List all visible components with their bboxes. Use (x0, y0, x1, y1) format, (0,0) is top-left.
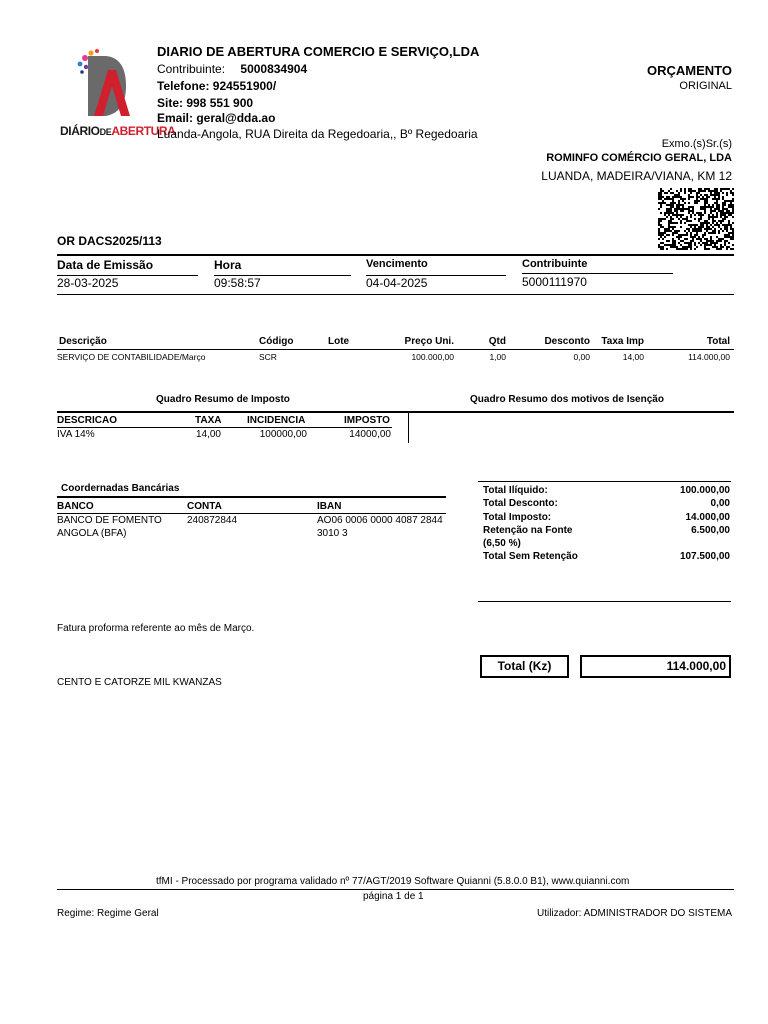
grand-total-label-box (480, 655, 569, 678)
bank-iban-line1: AO06 0006 0000 4087 2844 (317, 515, 443, 526)
bank-header-banco: BANCO (57, 501, 94, 512)
tax-row-imposto: 14000,00 (349, 429, 391, 440)
totals-value-desconto: 0,00 (710, 498, 730, 509)
grand-total-value-box (580, 655, 731, 678)
totals-label-sem-retencao: Total Sem Retenção (483, 551, 578, 562)
amount-in-words: CENTO E CATORZE MIL KWANZAS (57, 677, 222, 688)
item-desconto: 0,00 (573, 352, 590, 362)
totals-label-retencao: Retenção na Fonte (483, 525, 573, 536)
client-name: ROMINFO COMÉRCIO GERAL, LDA (546, 152, 732, 164)
totals-label-imposto: Total Imposto: (483, 512, 552, 523)
tax-header-taxa: TAXA (195, 415, 222, 426)
logo-text-diario: DIÁRIO (60, 124, 100, 138)
bank-conta: 240872844 (187, 515, 238, 526)
tax-row-taxa: 14,00 (195, 429, 221, 440)
bank-iban-line2: 3010 3 (317, 528, 348, 539)
client-address: LUANDA, MADEIRA/VIANA, KM 12 (541, 169, 732, 183)
grand-total-value: 114.000,00 (666, 659, 726, 673)
doc-number: OR DACS2025/113 (57, 234, 162, 248)
meta-value-emissao: 28-03-2025 (57, 276, 119, 290)
doc-type: ORÇAMENTO (647, 63, 732, 78)
items-header-lote: Lote (328, 336, 350, 347)
company-email: Email: geral@dda.ao (157, 111, 276, 125)
grand-total-label: Total (Kz) (497, 659, 552, 673)
bank-title: Coordernadas Bancárias (61, 483, 180, 494)
item-taxa: 14,00 (622, 352, 644, 362)
totals-value-retencao: 6.500,00 (691, 525, 730, 536)
doc-copy: ORIGINAL (679, 80, 732, 92)
tax-header-descricao: DESCRICAO (57, 415, 118, 426)
bank-banco-line2: ANGOLA (BFA) (57, 528, 127, 539)
items-header-desconto: Desconto (544, 336, 590, 347)
bank-banco-line1: BANCO DE FOMENTO (57, 515, 162, 526)
contribuinte-label: Contribuinte: (157, 62, 226, 76)
contribuinte-value: 5000834904 (240, 62, 308, 76)
totals-label-retencao-pct: (6,50 %) (483, 538, 521, 549)
items-header-preco: Preço Uni. (404, 336, 454, 347)
bank-title-rule (57, 496, 446, 498)
item-qtd: 1,00 (489, 352, 506, 362)
company-telefone: Telefone: 924551900/ (157, 79, 277, 93)
items-header-descricao: Descrição (59, 336, 107, 347)
totals-bottom-rule (478, 601, 731, 602)
items-header-qtd: Qtd (488, 336, 506, 347)
item-total: 114.000,00 (688, 352, 730, 362)
logo-graphic (58, 44, 156, 124)
items-header-total: Total (706, 336, 730, 347)
doc-number-rule (57, 254, 734, 256)
meta-bottom-rule (57, 294, 734, 295)
tax-header-incidencia: INCIDENCIA (247, 415, 306, 426)
items-header-codigo: Código (259, 336, 294, 347)
totals-value-imposto: 14.000,00 (685, 512, 730, 523)
company-name: DIARIO DE ABERTURA COMERCIO E SERVIÇO,LDA (157, 44, 480, 59)
company-logo (58, 44, 176, 142)
item-descricao: SERVIÇO DE CONTABILIDADE/Março (57, 352, 206, 362)
footer-user: Utilizador: ADMINISTRADOR DO SISTEMA (536, 908, 732, 919)
meta-value-hora: 09:58:57 (214, 276, 261, 290)
meta-header-emissao: Data de Emissão (57, 258, 154, 272)
totals-label-iliquido: Total Ilíquido: (483, 485, 548, 496)
tax-row-descricao: IVA 14% (57, 429, 95, 440)
tax-summary-title: Quadro Resumo de Imposto (156, 394, 290, 405)
totals-value-iliquido: 100.000,00 (679, 485, 730, 496)
meta-header-hora: Hora (214, 258, 242, 272)
tax-row-incidencia: 100000,00 (259, 429, 307, 440)
items-header-rule (57, 349, 734, 350)
meta-rule-4 (522, 273, 673, 274)
footer-software: tfMI - Processado por programa validado nº 77/AGT/2019 Software Quianni (5.8.0.0 B1), www.quianni.com (156, 876, 630, 887)
company-site: Site: 998 551 900 (157, 96, 254, 110)
qr-code (658, 188, 734, 250)
footer-regime: Regime: Regime Geral (57, 908, 159, 919)
client-salutation: Exmo.(s)Sr.(s) (661, 138, 732, 150)
company-contribuinte (157, 62, 307, 76)
company-address: Luanda-Angola, RUA Direita da Regedoaria,, Bº Regedoaria (157, 127, 478, 141)
totals-label-desconto: Total Desconto: (483, 498, 558, 509)
totals-value-sem-retencao: 107.500,00 (679, 551, 730, 562)
meta-header-vencimento: Vencimento (366, 258, 428, 270)
meta-value-vencimento: 04-04-2025 (366, 276, 428, 290)
bank-header-rule (57, 513, 446, 514)
meta-header-contribuinte: Contribuinte (522, 258, 588, 270)
totals-top-rule (478, 481, 731, 482)
logo-text-abertura: ABERTURA (111, 124, 176, 138)
tax-summary-divider (408, 411, 409, 443)
bank-header-conta: CONTA (187, 501, 222, 512)
meta-value-contribuinte: 5000111970 (522, 275, 587, 289)
tax-header-imposto: IMPOSTO (344, 415, 390, 426)
footer-rule (57, 889, 734, 890)
items-header-taxa: Taxa Imp (601, 336, 644, 347)
tax-summary-rule (57, 411, 734, 413)
bank-header-iban: IBAN (317, 501, 342, 512)
item-codigo: SCR (259, 352, 277, 362)
logo-text-de: DE (99, 127, 112, 137)
item-preco: 100.000,00 (411, 352, 454, 362)
footer-page-number: página 1 de 1 (363, 891, 424, 902)
exemption-summary-title: Quadro Resumo dos motivos de Isenção (470, 394, 664, 405)
tax-header-rule (57, 427, 392, 428)
document-note: Fatura proforma referente ao mês de Março. (57, 623, 255, 634)
